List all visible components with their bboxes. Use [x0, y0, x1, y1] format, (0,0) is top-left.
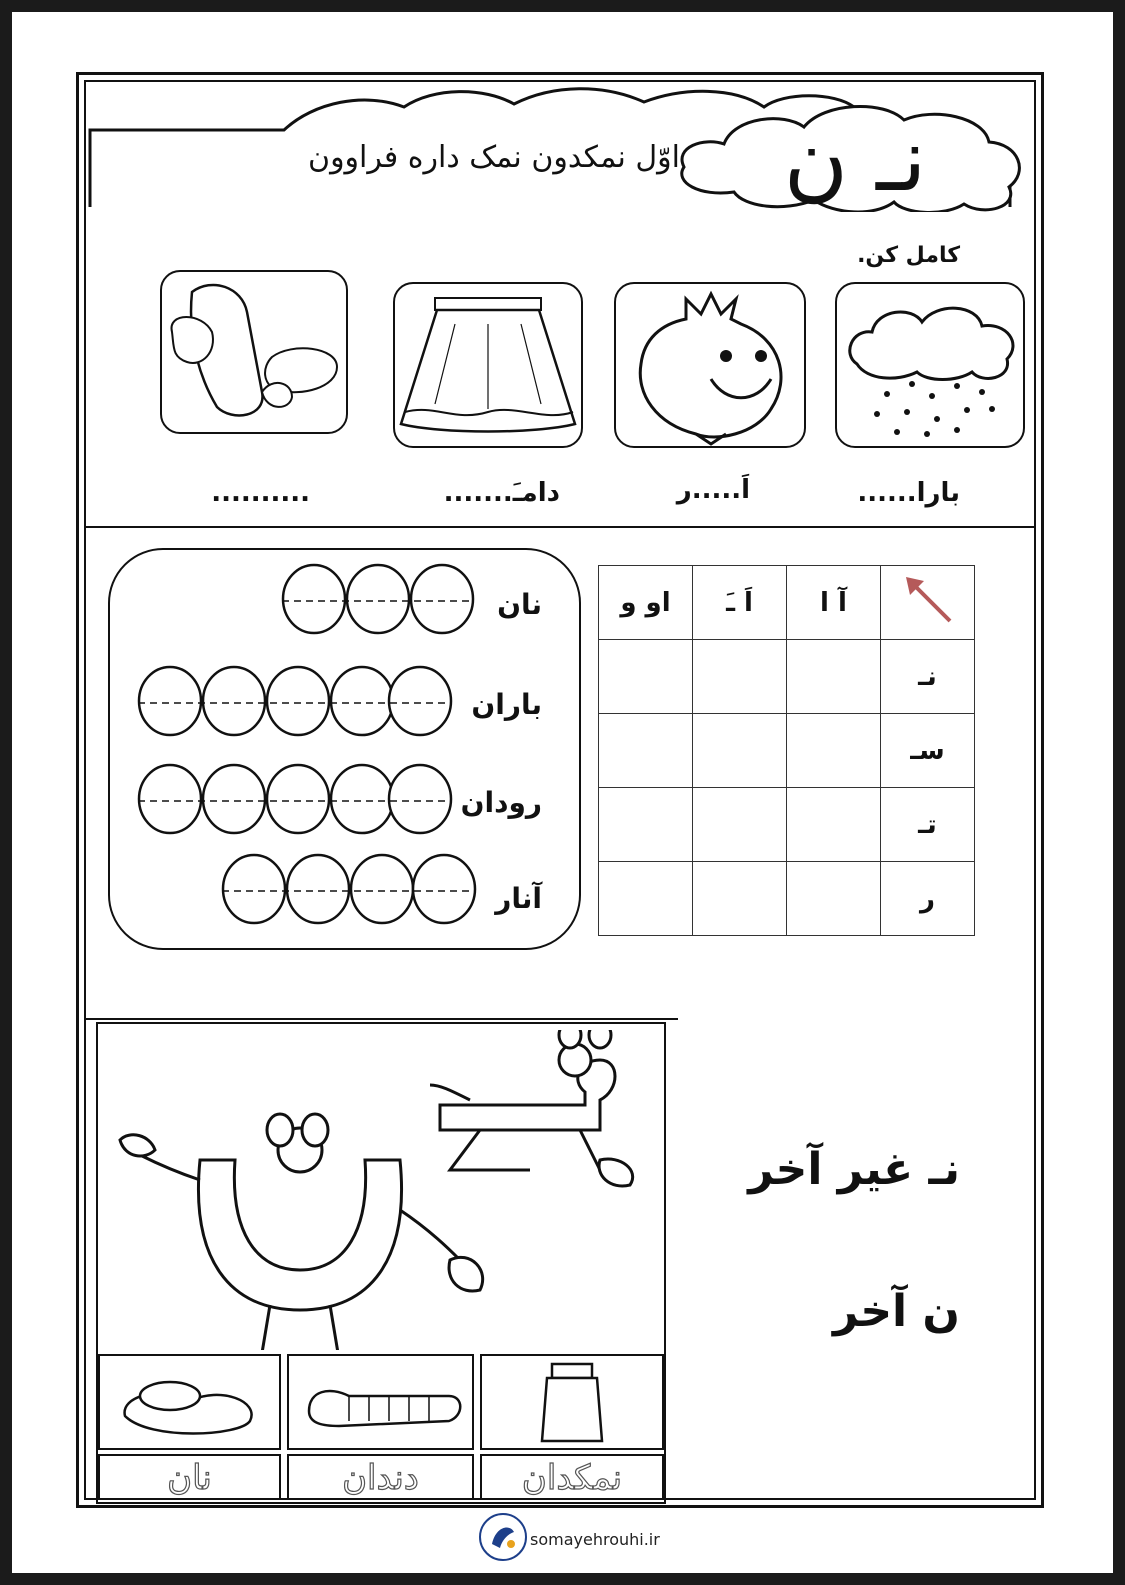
- slogan-text: اوّل نمکدون نمک داره فراوون: [308, 140, 680, 175]
- blank-word-1: بارا......: [857, 478, 960, 508]
- site-logo: [478, 1512, 528, 1562]
- table-cell: [599, 788, 693, 862]
- rain-cloud-icon: [837, 284, 1023, 446]
- bread-icon: [162, 272, 346, 432]
- label-cell-3: نمکدان: [480, 1454, 664, 1500]
- table-corner-cell: [881, 566, 975, 640]
- syllable-word-3: رودان: [460, 786, 542, 819]
- section-divider-2: [86, 1018, 678, 1020]
- bread-icon: [100, 1356, 279, 1448]
- syllable-word-1: نان: [497, 588, 542, 621]
- combination-table: [598, 565, 975, 936]
- table-header-cell: آ ا: [787, 566, 881, 640]
- table-row-label: تـ: [881, 788, 975, 862]
- picture-cell-salt-shaker: [480, 1354, 664, 1450]
- instruction-label: کامل کن.: [857, 243, 960, 268]
- syllable-word-2: باران: [471, 688, 542, 721]
- rule-final: ن آخر: [832, 1286, 960, 1337]
- table-cell: [787, 788, 881, 862]
- table-row-label: ر: [881, 862, 975, 936]
- salt-shaker-icon: [482, 1356, 662, 1448]
- picture-cell-teeth: [287, 1354, 474, 1450]
- letter-title: نـ ن: [783, 108, 927, 211]
- table-cell: [693, 640, 787, 714]
- table-cell: [599, 714, 693, 788]
- arrow-icon: [898, 569, 958, 629]
- syllable-word-4: آنار: [495, 882, 542, 915]
- blank-word-3: دامـَ.......: [443, 478, 560, 508]
- table-cell: [599, 640, 693, 714]
- table-cell: [599, 862, 693, 936]
- syllable-circles: [130, 562, 490, 932]
- table-cell: [787, 862, 881, 936]
- section-divider-1: [86, 526, 1034, 528]
- table-row-label: نـ: [881, 640, 975, 714]
- label-cell-1: نان: [98, 1454, 281, 1500]
- table-cell: [787, 640, 881, 714]
- table-header-cell: اَ ـَ: [693, 566, 787, 640]
- blank-word-2: اَ.....ر: [676, 475, 750, 505]
- table-cell: [787, 714, 881, 788]
- table-cell: [693, 862, 787, 936]
- picture-card-skirt: [393, 282, 583, 448]
- table-row-label: سـ: [881, 714, 975, 788]
- label-cell-2: دندان: [287, 1454, 474, 1500]
- table-cell: [693, 714, 787, 788]
- picture-card-bread: [160, 270, 348, 434]
- footer-site: somayehrouhi.ir: [530, 1530, 660, 1549]
- table-header-cell: او و: [599, 566, 693, 640]
- blank-word-4: ..........: [211, 478, 310, 508]
- pomegranate-icon: [616, 284, 804, 446]
- skirt-icon: [395, 284, 581, 446]
- picture-card-rain: [835, 282, 1025, 448]
- letter-characters-illustration: [100, 1030, 662, 1350]
- table-cell: [693, 788, 787, 862]
- picture-cell-bread: [98, 1354, 281, 1450]
- picture-card-pomegranate: [614, 282, 806, 448]
- rule-non-final: نـ غیر آخر: [748, 1144, 960, 1195]
- teeth-icon: [289, 1356, 472, 1448]
